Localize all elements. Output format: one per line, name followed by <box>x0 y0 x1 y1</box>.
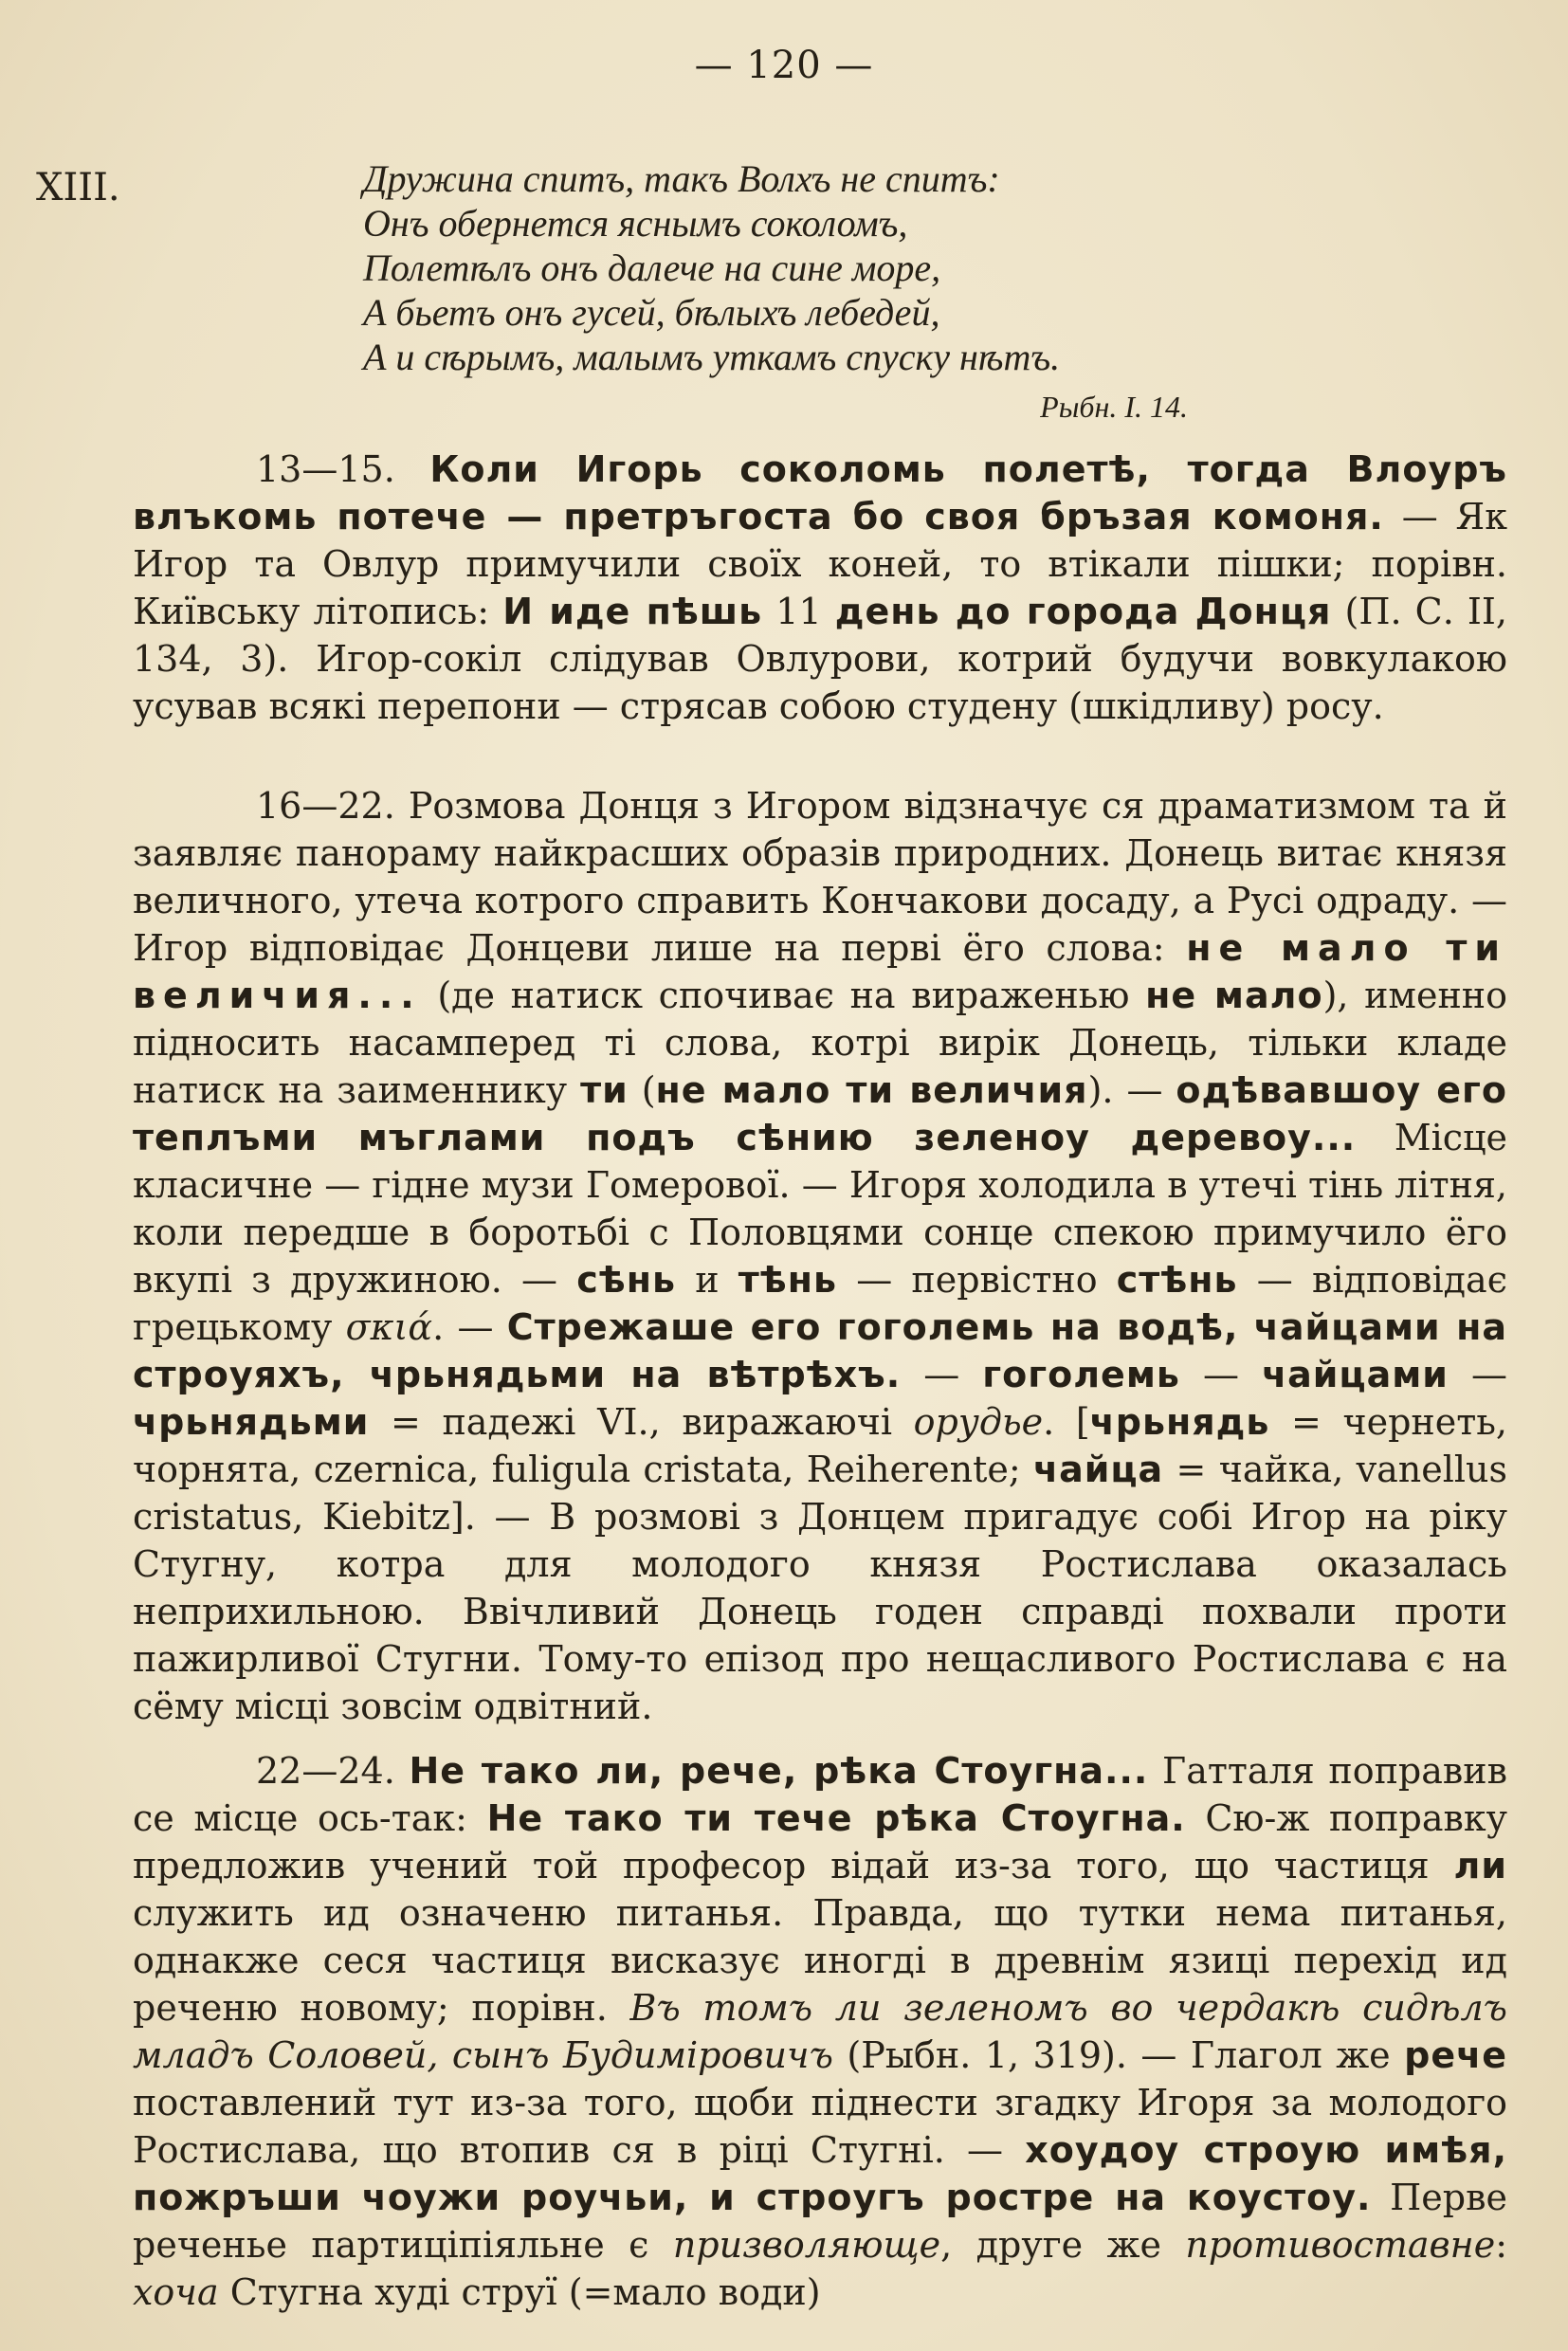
old-slavonic-quote: И иде пѣшь <box>502 591 763 632</box>
text-run: (Рыбн. 1, 319). — Глагол же <box>832 2034 1405 2076</box>
italic-run: орудье <box>913 1401 1044 1443</box>
text-run: ( <box>628 1069 656 1111</box>
text-run: 16—22. Розмова Донця з Игором відзначує ся драматизмом та й заявляє панораму найкрасших образів природних. Донець витає князя величного, утеча котрого справить Кончакови досаду, а Русі одраду. — Игор відповідає Донцеви лише на перві ёго слова: <box>133 785 1507 969</box>
italic-run: хоча <box>133 2271 219 2313</box>
text-run: — первістно <box>837 1259 1117 1301</box>
commentary-paragraph-16-22 <box>133 782 1507 1730</box>
old-slavonic-quote: чрьнядьми <box>133 1401 370 1443</box>
italic-run: Въ томъ ли зеленомъ во чердакѣ сидѣлъ младъ Соловей, сынъ Будимiровичъ <box>133 1987 1507 2076</box>
italic-run: противоставне <box>1185 2224 1496 2266</box>
text-run: , друге же <box>940 2224 1186 2266</box>
poem-line: А бьетъ онъ гусей, бѣлыхъ лебедей, <box>363 291 940 334</box>
old-slavonic-quote: чайцами <box>1262 1354 1449 1395</box>
old-slavonic-quote: тѣнь <box>738 1259 837 1301</box>
text-run: поставлений тут из-за того, щоби піднести згадку Игоря за молодого Ростислава, що втопив ся в ріці Стугні. — <box>133 2082 1507 2171</box>
text-run: 11 <box>762 591 835 632</box>
text-run: — <box>901 1354 983 1395</box>
text-run: — <box>1448 1354 1507 1395</box>
poem-line: Полетѣлъ онъ далече на сине море, <box>363 246 941 289</box>
text-run: Гатталя поправив се місце ось-так: <box>133 1750 1507 1839</box>
poem-block <box>363 156 1311 429</box>
old-slavonic-quote: Коли Игорь соколомь полетѣ, тогда Влоуръ влъкомь потече — претръгоста бо своя бръзая комоня. <box>133 448 1507 538</box>
text-run: Перве реченье партиціпіяльне є <box>133 2177 1507 2266</box>
text-run: Місце класичне — гідне музи Гомерової. — Игоря холодила в утечі тінь літня, коли передше в боротьбі с Половцями сонце спекою примучило ёго вкупі з дружиною. — <box>133 1117 1507 1301</box>
old-slavonic-quote: рече <box>1404 2034 1507 2076</box>
text-run: = чернеть, чорнята, czernica, fuligula cristata, Reiherente; <box>133 1401 1508 1490</box>
italic-run: σκιά <box>345 1306 433 1348</box>
text-run: 22—24. <box>256 1750 410 1792</box>
poem-line: Дружина спитъ, такъ Волхъ не спитъ: <box>363 157 1000 200</box>
text-run: ). — <box>1087 1069 1176 1111</box>
old-slavonic-quote: хоудоу строую имѣя, пожръши чоужи роучьи, и строугъ ростре на коустоу. <box>133 2129 1508 2218</box>
old-slavonic-quote: не мало ти величия... <box>133 927 1508 1016</box>
poem-line: А и сѣрымъ, малымъ уткамъ спуску нѣтъ. <box>363 336 1061 378</box>
poem-line: Онъ обернется яснымъ соколомъ, <box>363 202 908 245</box>
commentary-paragraph-13-15 <box>133 446 1507 730</box>
text-run: служить ид означеню питанья. Правда, що тутки нема питанья, однакже сеся частиця висказує иногді в древнім язиці перехід ид реченю новому; порівн. <box>133 1892 1507 2029</box>
chapter-number: XIII. <box>36 166 120 210</box>
text-run: 13—15. <box>256 448 430 490</box>
page-number: — 120 — <box>694 44 874 87</box>
text-run: (П. С. II, 134, 3). Игор-сокіл слідував Овлурови, котрий будучи вовкулакою усував всякі перепони — стрясав собою студену (шкідливу) росу. <box>133 591 1507 727</box>
text-run: . — <box>432 1306 507 1348</box>
text-run: (де натиск спочиває на вираженью <box>421 975 1146 1016</box>
commentary-paragraph-22-24 <box>133 1747 1507 2316</box>
old-slavonic-quote: день до города Донця <box>834 591 1332 632</box>
text-run: — Як Игор та Овлур примучили своїх коней, то втікали пішки; порівн. Київську літопись: <box>133 496 1507 632</box>
text-run: . [ <box>1043 1401 1090 1443</box>
old-slavonic-quote: гоголемь <box>982 1354 1180 1395</box>
text-run: Стугна худі струї (=мало води) <box>218 2271 821 2313</box>
old-slavonic-quote: Не тако ти тече рѣка Стоугна. <box>486 1797 1186 1839</box>
text-run: : <box>1495 2224 1507 2266</box>
old-slavonic-quote: ти <box>580 1069 629 1111</box>
old-slavonic-quote: чайца <box>1033 1449 1164 1490</box>
italic-run: призволяюще <box>672 2224 941 2266</box>
text-run: Сю-ж поправку предложив учений той професор відай из-за того, що частиця <box>133 1797 1507 1886</box>
text-run: = падежі VI., виражаючі <box>369 1401 914 1443</box>
old-slavonic-quote: ли <box>1453 1845 1507 1886</box>
old-slavonic-quote: стѣнь <box>1116 1259 1238 1301</box>
old-slavonic-quote: одѣвавшоу его теплъми мъглами подъ сѣнию зеленоу деревоу... <box>133 1069 1507 1158</box>
old-slavonic-quote: Не тако ли, рече, рѣка Стоугна... <box>409 1750 1149 1792</box>
old-slavonic-quote: чрьнядь <box>1089 1401 1270 1443</box>
old-slavonic-quote: не мало ти величия <box>655 1069 1088 1111</box>
text-run: = чайка, vanellus cristatus, Kiebitz]. — В розмові з Донцем пригадує собі Игор на ріку Стугну, котра для молодого князя Ростислава оказалась неприхильною. Ввічливий Донець годен справді похвали проти пажирливої Стугни. Тому-то епізод про нещасливого Ростислава є на сёму місці зовсім одвітний. <box>133 1449 1507 1727</box>
poem-citation: Рыбн. I. 14. <box>1040 390 1188 424</box>
old-slavonic-quote: не мало <box>1145 975 1323 1016</box>
text-run: и <box>676 1259 738 1301</box>
old-slavonic-quote: сѣнь <box>576 1259 676 1301</box>
text-run: — відповідає грецькому <box>133 1259 1507 1348</box>
old-slavonic-quote: Стрежаше его гоголемь на водѣ, чайцами на строуяхъ, чрьнядьми на вѣтрѣхъ. <box>133 1306 1507 1395</box>
text-run: — <box>1179 1354 1263 1395</box>
text-run: ), именно підносить насамперед ті слова, котрі вирік Донець, тільки кладе натиск на заименнику <box>133 975 1508 1111</box>
